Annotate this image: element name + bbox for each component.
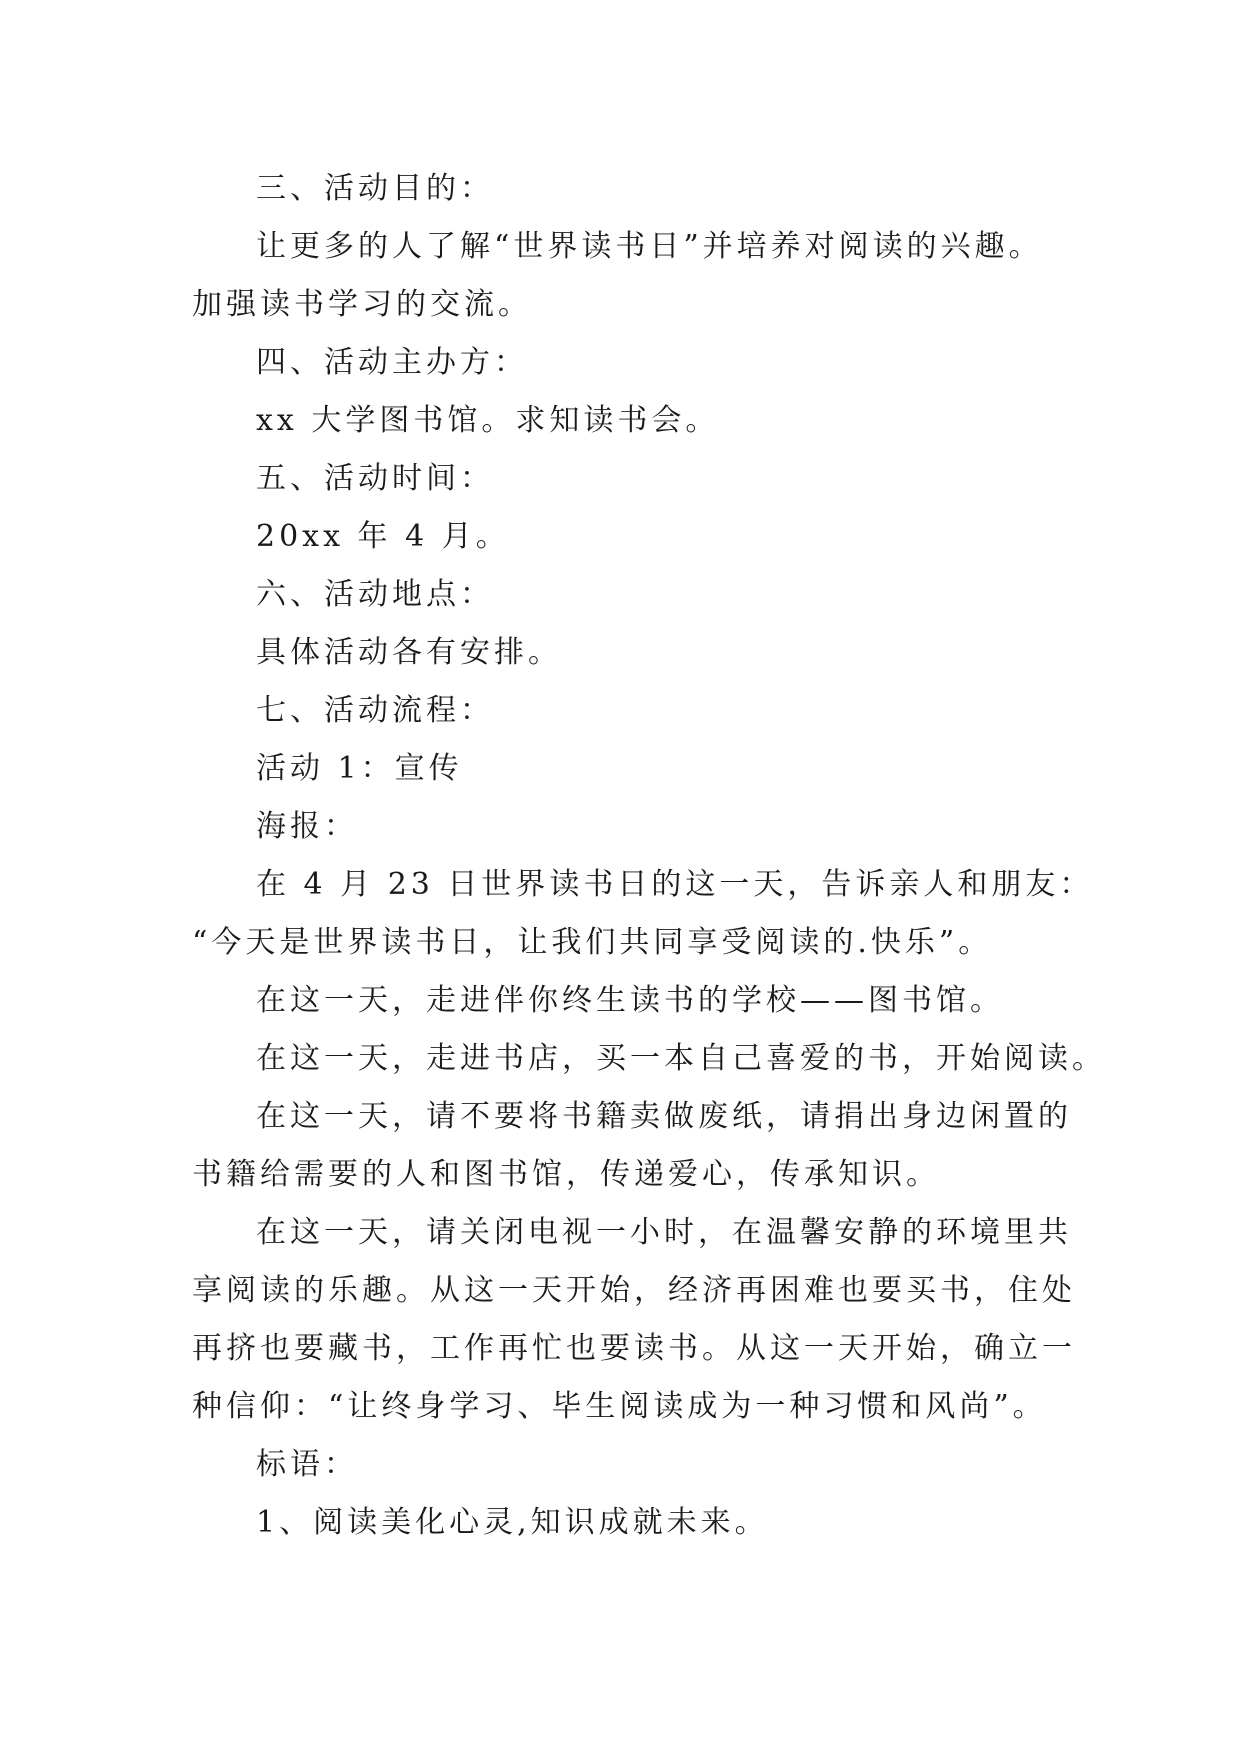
slogan-1: 1、阅读美化心灵,知识成就未来。: [256, 1505, 769, 1540]
heading-slogans: 标语：: [256, 1447, 358, 1482]
paragraph-tv-line-4: 种信仰：“让终身学习、毕生阅读成为一种习惯和风尚”。: [192, 1389, 1047, 1424]
paragraph-activity-1: 活动 1：宣传: [256, 751, 463, 786]
heading-time: 五、活动时间：: [256, 461, 494, 496]
paragraph-tv-line-1: 在这一天，请关闭电视一小时，在温馨安静的环境里共: [256, 1215, 1072, 1250]
paragraph-organizer: xx 大学图书馆。求知读书会。: [256, 403, 720, 438]
heading-purpose: 三、活动目的：: [256, 171, 494, 206]
paragraph-library: 在这一天，走进伴你终生读书的学校——图书馆。: [256, 983, 1004, 1018]
heading-process: 七、活动流程：: [256, 693, 494, 728]
paragraph-tv-line-2: 享阅读的乐趣。从这一天开始，经济再困难也要买书，住处: [192, 1273, 1076, 1308]
paragraph-location: 具体活动各有安排。: [256, 635, 562, 670]
paragraph-bookstore: 在这一天，走进书店，买一本自己喜爱的书，开始阅读。: [256, 1041, 1106, 1076]
paragraph-april23-line-2: “今天是世界读书日，让我们共同享受阅读的.快乐”。: [192, 925, 993, 960]
paragraph-tv-line-3: 再挤也要藏书，工作再忙也要读书。从这一天开始，确立一: [192, 1331, 1076, 1366]
heading-organizer: 四、活动主办方：: [256, 345, 528, 380]
heading-location: 六、活动地点：: [256, 577, 494, 612]
paragraph-donate-line-2: 书籍给需要的人和图书馆，传递爱心，传承知识。: [192, 1157, 940, 1192]
paragraph-april23-line-1: 在 4 月 23 日世界读书日的这一天，告诉亲人和朋友：: [256, 867, 1094, 902]
paragraph-purpose-line-2: 加强读书学习的交流。: [192, 287, 532, 322]
paragraph-poster: 海报：: [256, 809, 358, 844]
document-body: [192, 160, 1106, 1552]
paragraph-time: 20xx 年 4 月。: [256, 519, 510, 554]
paragraph-donate-line-1: 在这一天，请不要将书籍卖做废纸，请捐出身边闲置的: [256, 1099, 1072, 1134]
paragraph-purpose-line-1: 让更多的人了解“世界读书日”并培养对阅读的兴趣。: [256, 229, 1043, 264]
